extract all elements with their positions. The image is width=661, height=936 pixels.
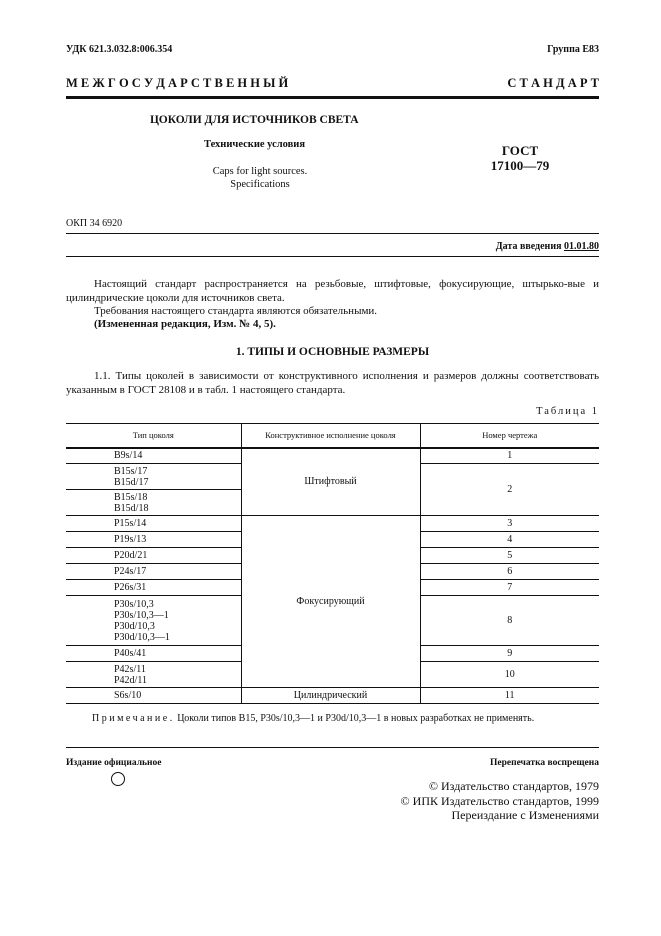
- cap-type: P26s/31: [114, 582, 147, 593]
- header-cap-type: Тип цоколя: [66, 424, 241, 448]
- okp-code: ОКП 34 6920: [66, 218, 123, 229]
- cap-type-cell: [66, 532, 241, 548]
- cap-type: B15s/17: [114, 465, 148, 477]
- cap-type: S6s/10: [114, 690, 142, 701]
- copyright-1999: © ИПК Издательство стандартов, 1999: [400, 794, 599, 808]
- drawing-number: 1: [420, 448, 599, 464]
- cap-type: P40s/41: [114, 648, 147, 659]
- drawing-number: 4: [420, 532, 599, 548]
- amendment-note: (Измененная редакция, Изм. № 4, 5).: [94, 318, 276, 330]
- cap-type: B9s/14: [114, 450, 143, 462]
- table-header-row: [66, 424, 599, 448]
- cap-type: P42s/11: [114, 663, 146, 675]
- drawing-number: 8: [420, 596, 599, 646]
- cap-type-cell: [66, 646, 241, 662]
- cap-type: P30d/10,3: [114, 620, 155, 632]
- drawing-number: 11: [420, 688, 599, 704]
- footer-rule: [66, 747, 599, 748]
- date-rule: [66, 256, 599, 257]
- group-code: Группа Е83: [547, 44, 599, 55]
- official-edition: Издание официальное: [66, 758, 162, 768]
- cap-type-cell: [66, 596, 241, 646]
- edition-circle-mark: [111, 772, 125, 786]
- header-construction: Конструктивное исполнение цоколя: [241, 424, 420, 448]
- construction-focusing: Фокусирующий: [241, 516, 420, 688]
- gost-designation: [478, 143, 562, 173]
- banner-rule: [66, 96, 599, 99]
- header-drawing-number: Номер чертежа: [420, 424, 599, 448]
- table-row: [66, 448, 599, 464]
- cap-type-cell: [66, 548, 241, 564]
- cap-type-cell: [66, 490, 241, 516]
- copyright-1979: © Издательство стандартов, 1979: [428, 779, 599, 793]
- date-value: 01.01.80: [564, 241, 599, 252]
- date-label: Дата введения: [495, 241, 562, 252]
- cap-type: P15s/14: [114, 518, 147, 529]
- cap-type: B15s/18: [114, 491, 148, 503]
- english-title-line1: Caps for light sources.: [212, 166, 308, 177]
- cap-type-cell: [66, 464, 241, 490]
- drawing-number: 10: [420, 662, 599, 688]
- cap-type: P30d/10,3—1: [114, 631, 170, 643]
- cap-type-cell: [66, 688, 241, 704]
- introduction-date: [496, 241, 599, 252]
- table-caption: Таблица 1: [536, 406, 599, 417]
- banner-word-standard: С Т А Н Д А Р Т: [507, 76, 599, 90]
- drawing-number: 3: [420, 516, 599, 532]
- english-title-line2: Specifications: [230, 179, 290, 190]
- cap-type: P30s/10,3—1: [114, 609, 169, 621]
- udk-code: УДК 621.3.032.8:006.354: [66, 44, 173, 55]
- drawing-number: 2: [420, 464, 599, 516]
- document-subtitle: Технические условия: [204, 139, 306, 150]
- construction-pin: Штифтовый: [241, 448, 420, 516]
- cap-type: P20d/21: [114, 550, 148, 561]
- english-title: [190, 165, 330, 191]
- clause-1-1: 1.1. Типы цоколей в зависимости от конструктивного исполнения и размеров должны соответствовать указанным в ГОСТ 28108 и в табл. 1 настоящего стандарта.: [66, 370, 599, 396]
- okp-rule: [66, 233, 599, 234]
- intro-paragraph: Настоящий стандарт распространяется на резьбовые, штифтовые, фокусирующие, штырько-вые и цилиндрические цоколи для источников света.: [66, 278, 599, 304]
- cap-type-cell: [66, 564, 241, 580]
- cap-type: P30s/10,3: [114, 598, 154, 610]
- cap-type: P19s/13: [114, 534, 147, 545]
- table-row: [66, 688, 599, 704]
- drawing-number: 9: [420, 646, 599, 662]
- banner-word-interstate: М Е Ж Г О С У Д А Р С Т В Е Н Н Ы Й: [66, 76, 289, 90]
- standard-banner: [66, 76, 599, 91]
- gost-label: ГОСТ: [501, 143, 539, 158]
- table-note: [92, 713, 534, 724]
- reissue-note: Переиздание с Изменениями: [451, 808, 599, 822]
- construction-cylindrical: Цилиндрический: [241, 688, 420, 704]
- gost-number: 17100—79: [490, 158, 550, 173]
- section-heading: 1. ТИПЫ И ОСНОВНЫЕ РАЗМЕРЫ: [235, 346, 430, 358]
- cap-type: B15d/18: [114, 502, 149, 514]
- cap-type-cell: [66, 662, 241, 688]
- drawing-number: 6: [420, 564, 599, 580]
- drawing-number: 5: [420, 548, 599, 564]
- table-row: [66, 516, 599, 532]
- cap-type-cell: [66, 516, 241, 532]
- mandatory-paragraph: Требования настоящего стандарта являются обязательными.: [94, 305, 378, 317]
- drawing-number: 7: [420, 580, 599, 596]
- cap-type-cell: [66, 580, 241, 596]
- cap-type: B15d/17: [114, 476, 149, 488]
- cap-type: P24s/17: [114, 566, 147, 577]
- caps-table: [66, 423, 599, 704]
- reprint-prohibited: Перепечатка воспрещена: [489, 758, 599, 768]
- note-text: Цоколи типов B15, P30s/10,3—1 и P30d/10,3—1 в новых разработках не применять.: [177, 713, 535, 724]
- cap-type: P42d/11: [114, 674, 147, 686]
- cap-type-cell: [66, 448, 241, 464]
- document-title: ЦОКОЛИ ДЛЯ ИСТОЧНИКОВ СВЕТА: [150, 114, 359, 126]
- note-label: Примечание.: [92, 713, 175, 724]
